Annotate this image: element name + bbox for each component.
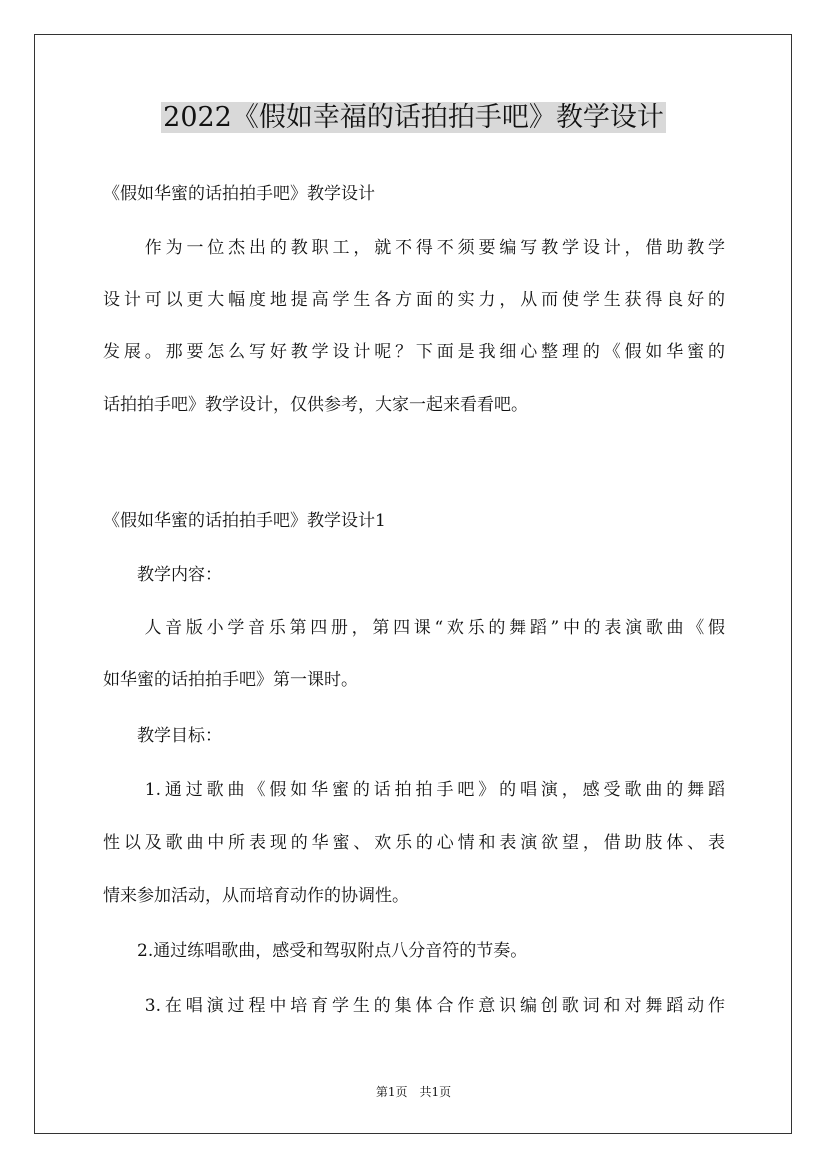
body-line: 发展。那要怎么写好教学设计呢？下面是我细心整理的《假如华蜜的: [103, 342, 725, 362]
body-line: 性以及歌曲中所表现的华蜜、欢乐的心情和表演欲望，借助肢体、表: [103, 833, 725, 853]
document-title-text: 2022《假如幸福的话拍拍手吧》教学设计: [163, 102, 664, 133]
body-line: 2.通过练唱歌曲，感受和驾驭附点八分音符的节奏。: [103, 941, 528, 961]
body-line: 教学目标：: [103, 726, 222, 746]
subtitle-line: 《假如华蜜的话拍拍手吧》教学设计: [103, 184, 375, 204]
body-line: 教学内容：: [103, 565, 222, 585]
body-line: 作为一位杰出的教职工，就不得不须要编写教学设计，借助教学: [103, 238, 725, 258]
body-line: 话拍拍手吧》教学设计，仅供参考，大家一起来看看吧。: [103, 395, 528, 415]
body-line: 情来参加活动，从而培育动作的协调性。: [103, 886, 409, 906]
body-line: 设计可以更大幅度地提高学生各方面的实力，从而使学生获得良好的: [103, 290, 725, 310]
body-line: 1.通过歌曲《假如华蜜的话拍拍手吧》的唱演，感受歌曲的舞蹈: [103, 780, 725, 800]
document-title: [0, 98, 827, 138]
body-line: 3.在唱演过程中培育学生的集体合作意识编创歌词和对舞蹈动作: [103, 996, 725, 1016]
section-heading: 《假如华蜜的话拍拍手吧》教学设计1: [103, 511, 386, 531]
body-line: 人音版小学音乐第四册，第四课“欢乐的舞蹈”中的表演歌曲《假: [103, 618, 725, 638]
page-number-footer: 第1页 共1页: [375, 1085, 452, 1099]
body-line: 如华蜜的话拍拍手吧》第一课时。: [103, 670, 358, 690]
